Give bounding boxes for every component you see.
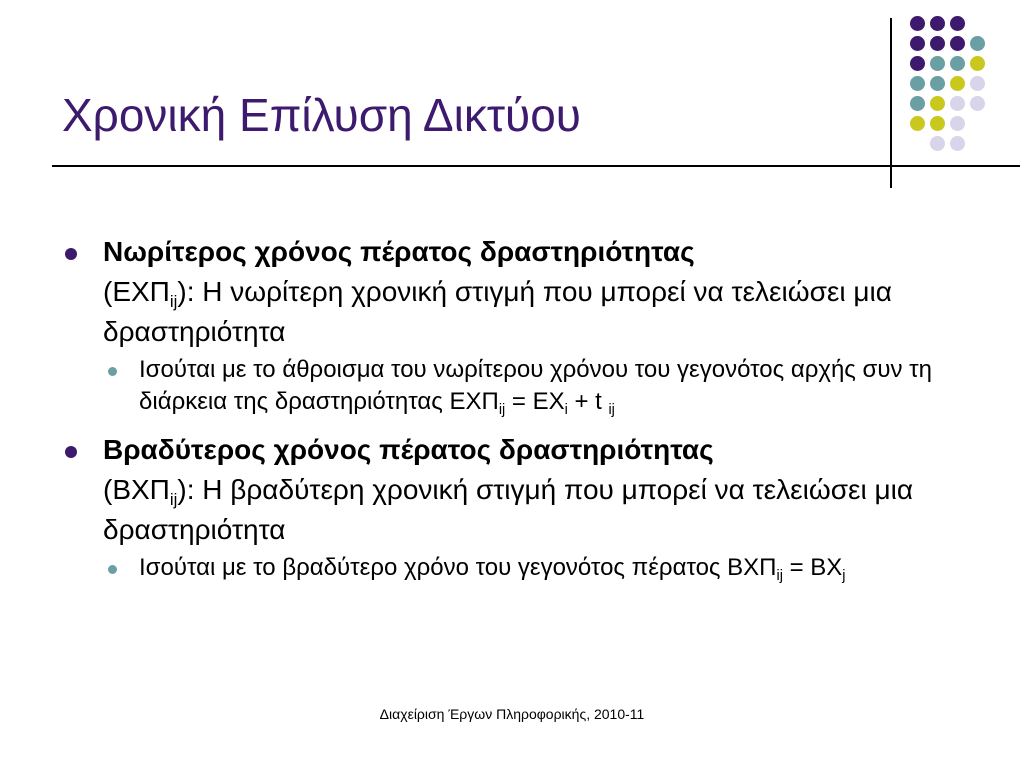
decor-dot — [930, 96, 945, 111]
abbr-sub: ij — [169, 291, 178, 311]
formula-sub: ij — [608, 402, 615, 419]
formula-sub: ij — [776, 568, 783, 585]
sub-bullet-latest-formula — [60, 552, 1000, 584]
decor-dot — [910, 36, 925, 51]
decor-dot — [970, 76, 985, 91]
decor-dot — [950, 96, 965, 111]
bullet-dot-icon — [65, 446, 77, 458]
decor-dot — [930, 36, 945, 51]
sub-bullet-dot-icon — [108, 367, 117, 376]
decor-dot — [910, 116, 925, 131]
bullet-latest-finish — [60, 430, 1000, 550]
abbr: (ΒΧΠ — [103, 474, 170, 505]
decor-dot — [930, 116, 945, 131]
decor-dot — [930, 56, 945, 71]
abbr: (ΕΧΠ — [103, 276, 170, 307]
decor-dot — [910, 76, 925, 91]
formula-eq: = ΕΧ — [505, 388, 565, 415]
bullet-heading: Νωρίτερος χρόνος πέρατος δραστηριότητας — [103, 236, 695, 267]
slide-title: Χρονική Επίλυση Δικτύου — [62, 89, 581, 141]
decor-dot — [910, 96, 925, 111]
bullet-earliest-finish — [60, 232, 1000, 352]
decor-dot — [950, 136, 965, 151]
decor-dot — [950, 116, 965, 131]
title-underline — [52, 165, 1020, 167]
decor-dot — [950, 56, 965, 71]
decor-dot — [910, 16, 925, 31]
decor-dot — [970, 96, 985, 111]
formula-text: Ισούται με το βραδύτερο χρόνο του γεγονότος πέρατος ΒΧΠ — [139, 554, 777, 581]
decor-dot — [970, 36, 985, 51]
decor-dot — [970, 56, 985, 71]
formula-sub: i — [564, 402, 568, 419]
bullet-dot-icon — [65, 248, 77, 260]
formula-sub: ij — [498, 402, 506, 419]
sub-bullet-dot-icon — [108, 565, 117, 574]
sub-bullet-earliest-formula — [60, 354, 1000, 418]
formula-sub: j — [842, 568, 846, 585]
definition: ): Η βραδύτερη χρονική στιγμή που μπορεί να τελειώσει μια δραστηριότητα — [103, 474, 914, 545]
definition: ): Η νωρίτερη χρονική στιγμή που μπορεί να τελειώσει μια δραστηριότητα — [103, 276, 892, 347]
decor-dot — [950, 36, 965, 51]
decor-dot — [930, 136, 945, 151]
bullet-heading: Βραδύτερος χρόνος πέρατος δραστηριότητας — [103, 434, 714, 465]
formula-plus: + t — [567, 388, 609, 415]
vertical-divider — [890, 18, 892, 188]
abbr-sub: ij — [169, 489, 178, 509]
decor-dot — [930, 76, 945, 91]
decor-dot — [910, 56, 925, 71]
decor-dot — [950, 16, 965, 31]
decor-dot — [950, 76, 965, 91]
slide-footer: Διαχείριση Έργων Πληροφορικής, 2010-11 — [379, 706, 645, 722]
formula-text: Ισούται με το άθροισμα του νωρίτερου χρόνου του γεγονότος αρχής συν τη διάρκεια της δραστηριότητας ΕΧΠ — [139, 356, 932, 415]
decor-dot — [930, 16, 945, 31]
bullet-list — [60, 232, 1000, 584]
formula-eq: = ΒΧ — [782, 554, 843, 581]
